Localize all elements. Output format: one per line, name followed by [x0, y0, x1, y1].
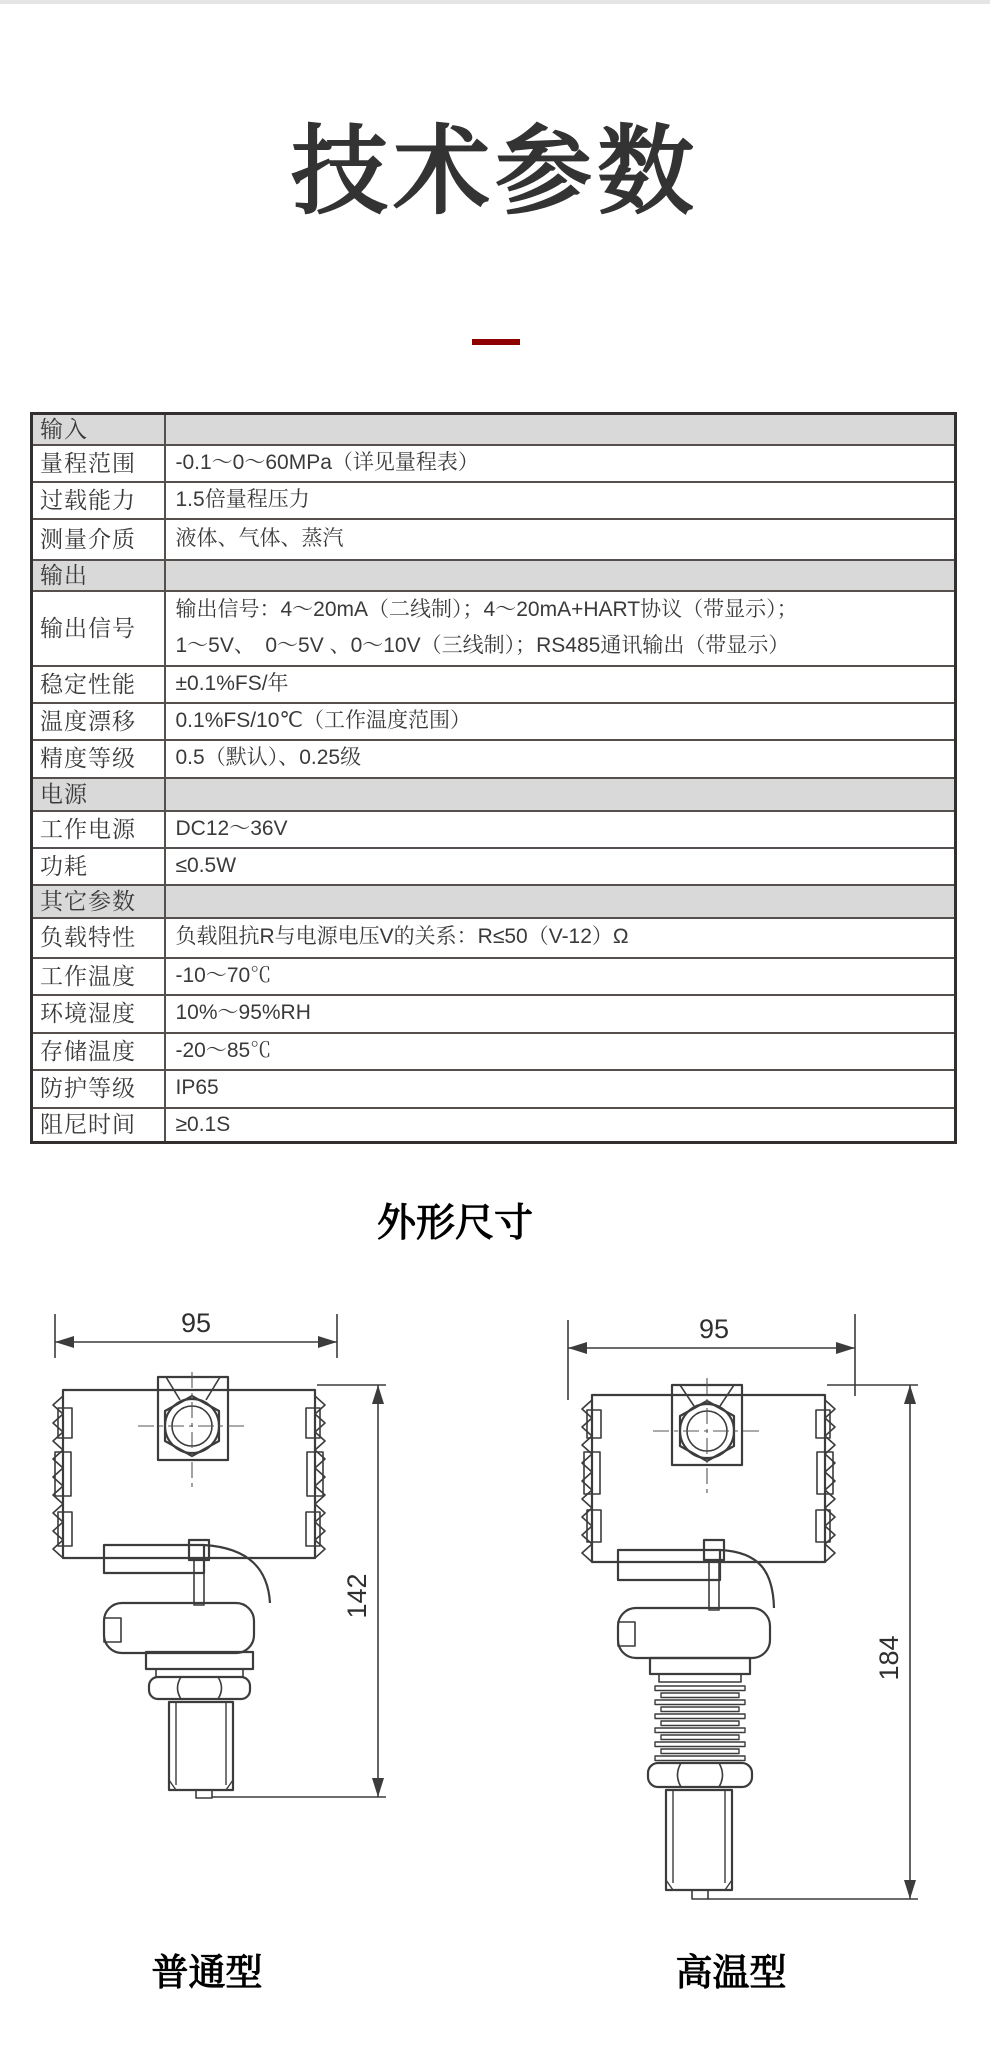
- dimensions-heading: 外形尺寸: [376, 1202, 533, 1245]
- spec-label-cell: 存储温度: [32, 1033, 165, 1070]
- spec-row: [32, 811, 956, 848]
- accent-dash: [472, 339, 520, 345]
- spec-value-cell: [165, 591, 956, 666]
- spec-row: [32, 482, 956, 519]
- spec-label-cell: 温度漂移: [32, 703, 165, 740]
- spec-label-cell: 负载特性: [32, 918, 165, 958]
- spec-section-spacer: [165, 560, 956, 591]
- transmitter-outline: [53, 1377, 325, 1798]
- spec-value-cell: -0.1～0～60MPa（详见量程表）: [165, 445, 956, 482]
- spec-label-cell: 量程范围: [32, 445, 165, 482]
- spec-section-spacer: [165, 778, 956, 811]
- spec-value-cell: 1.5倍量程压力: [165, 482, 956, 519]
- spec-row: [32, 666, 956, 703]
- spec-label-cell: 精度等级: [32, 740, 165, 778]
- spec-label-cell: 工作电源: [32, 811, 165, 848]
- spec-value-cell: 0.5（默认）、0.25级: [165, 740, 956, 778]
- width-dim-label: 95: [698, 1314, 730, 1344]
- spec-row: [32, 740, 956, 778]
- spec-value-cell: DC12～36V: [165, 811, 956, 848]
- type-label-standard: 普通型: [151, 1952, 263, 1993]
- spec-label-cell: 防护等级: [32, 1070, 165, 1108]
- spec-label-cell: 过载能力: [32, 482, 165, 519]
- spec-value-cell: ±0.1%FS/年: [165, 666, 956, 703]
- spec-section-row: [32, 414, 956, 445]
- spec-row: [32, 1070, 956, 1108]
- spec-row: [32, 918, 956, 958]
- spec-row: [32, 995, 956, 1033]
- dim-labels: [699, 1314, 904, 1681]
- top-strip: [0, 0, 990, 4]
- spec-row: [32, 591, 956, 666]
- spec-value-cell: -10～70℃: [165, 958, 956, 995]
- spec-value-cell: 10%～95%RH: [165, 995, 956, 1033]
- spec-row: [32, 445, 956, 482]
- spec-section-row: [32, 778, 956, 811]
- spec-section-label: 输出: [32, 560, 165, 591]
- spec-section-spacer: [165, 885, 956, 918]
- spec-row: [32, 703, 956, 740]
- dimension-drawing-standard: [40, 1300, 390, 1810]
- spec-value-cell: 负载阻抗R与电源电压V的关系：R≤50（V-12）Ω: [165, 918, 956, 958]
- spec-table: [30, 412, 957, 1144]
- height-dim-label: 184: [874, 1635, 904, 1681]
- spec-value-cell: ≤0.5W: [165, 848, 956, 885]
- spec-label-cell: 阻尼时间: [32, 1108, 165, 1143]
- spec-label-cell: 环境湿度: [32, 995, 165, 1033]
- spec-label-cell: 工作温度: [32, 958, 165, 995]
- page-title: 技术参数: [291, 117, 699, 226]
- spec-value-line1: 输出信号：4～20mA（二线制）；4～20mA+HART协议（带显示）；: [175, 598, 798, 621]
- spec-section-label: 电源: [32, 778, 165, 811]
- height-dim-label: 142: [342, 1573, 372, 1619]
- spec-value-cell: 0.1%FS/10℃（工作温度范围）: [165, 703, 956, 740]
- spec-row: [32, 519, 956, 560]
- spec-section-label: 输入: [32, 414, 165, 445]
- dimension-drawing-hightemp: [430, 1300, 920, 1945]
- spec-row: [32, 848, 956, 885]
- spec-section-spacer: [165, 414, 956, 445]
- spec-value-cell: ≥0.1S: [165, 1108, 956, 1143]
- dim-labels: [181, 1308, 372, 1619]
- spec-row: [32, 1108, 956, 1143]
- spec-row: [32, 958, 956, 995]
- type-label-hightemp: 高温型: [675, 1952, 787, 1993]
- spec-label-cell: 输出信号: [32, 591, 165, 666]
- spec-label-cell: 稳定性能: [32, 666, 165, 703]
- width-dim-label: 95: [180, 1308, 212, 1338]
- spec-section-row: [32, 560, 956, 591]
- spec-label-cell: 测量介质: [32, 519, 165, 560]
- spec-value-cell: -20～85℃: [165, 1033, 956, 1070]
- spec-value-line2: 1～5V、 0～5V 、0～10V（三线制）；RS485通讯输出（带显示）: [175, 634, 790, 657]
- spec-section-label: 其它参数: [32, 885, 165, 918]
- spec-value-cell: 液体、气体、蒸汽: [165, 519, 956, 560]
- spec-row: [32, 1033, 956, 1070]
- spec-section-row: [32, 885, 956, 918]
- spec-value-cell: IP65: [165, 1070, 956, 1108]
- transmitter-outline: [582, 1385, 835, 1899]
- spec-label-cell: 功耗: [32, 848, 165, 885]
